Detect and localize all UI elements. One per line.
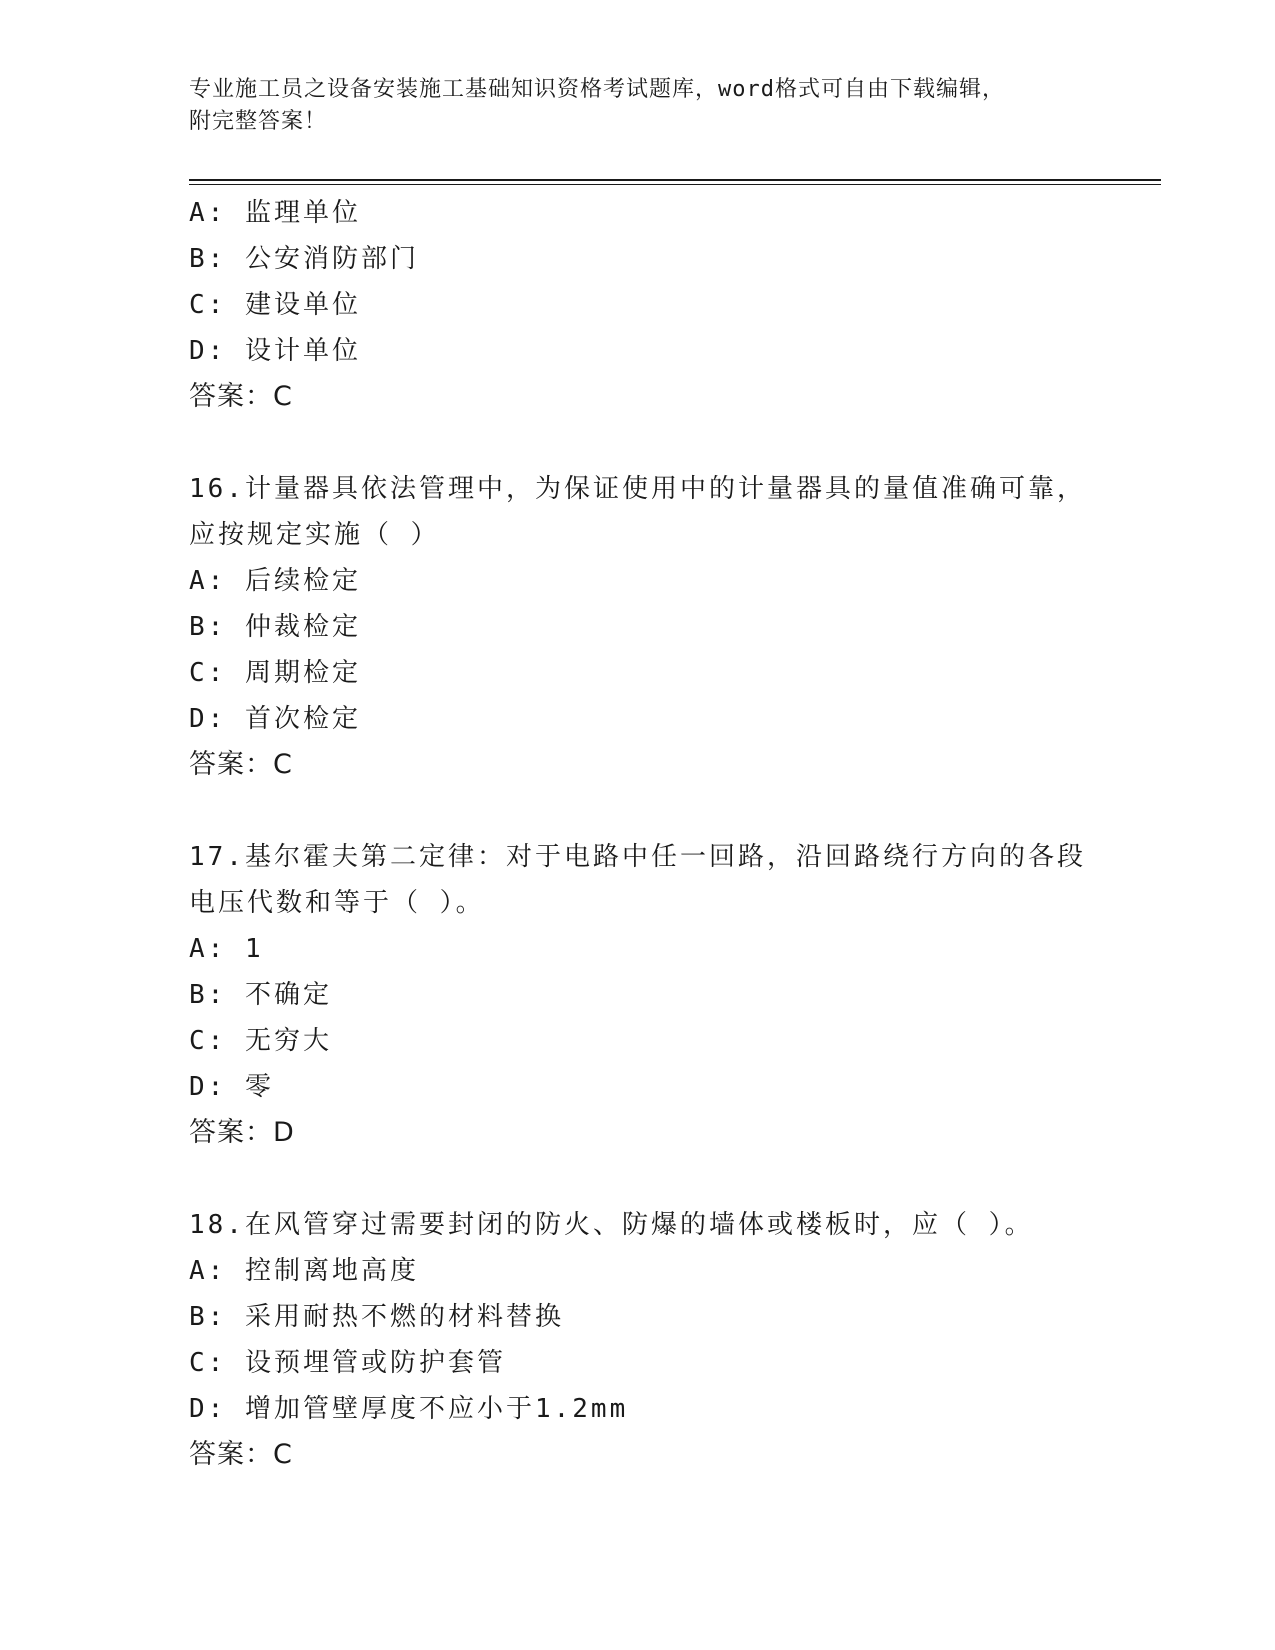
option-a: A: 后续检定 [189,566,361,596]
question-list [189,190,1149,1478]
spacer [189,420,1149,466]
option-c: C: 无穷大 [189,1026,332,1056]
answer-line: 答案：D [189,1117,295,1148]
question-text-line-1: 17.基尔霍夫第二定律：对于电路中任一回路，沿回路绕行方向的各段 [189,842,1086,872]
header-divider-thin [189,184,1161,185]
option-d: D: 零 [189,1072,274,1102]
header-line-2: 附完整答案！ [189,109,328,134]
option-b: B: 采用耐热不燃的材料替换 [189,1302,564,1332]
option-d: D: 增加管壁厚度不应小于1.2mm [189,1394,629,1424]
question-text-line-2: 应按规定实施（ ） [189,520,440,550]
header-line-1: 专业施工员之设备安装施工基础知识资格考试题库，word格式可自由下载编辑， [189,77,1005,102]
question-15-block [189,190,1149,420]
question-18-block [189,1202,1149,1478]
document-header [189,74,1089,138]
answer-line: 答案：C [189,381,293,412]
header-divider-thick [189,179,1161,181]
option-c: C: 建设单位 [189,290,361,320]
spacer [189,788,1149,834]
option-d: D: 设计单位 [189,336,361,366]
option-a: A: 控制离地高度 [189,1256,419,1286]
option-a: A: 监理单位 [189,198,361,228]
answer-line: 答案：C [189,1439,293,1470]
option-b: B: 仲裁检定 [189,612,361,642]
question-text-line-1: 18.在风管穿过需要封闭的防火、防爆的墙体或楼板时，应（ ）。 [189,1210,1034,1240]
option-d: D: 首次检定 [189,704,361,734]
question-text-line-1: 16.计量器具依法管理中，为保证使用中的计量器具的量值准确可靠， [189,474,1086,504]
option-b: B: 公安消防部门 [189,244,419,274]
option-b: B: 不确定 [189,980,332,1010]
option-c: C: 设预埋管或防护套管 [189,1348,506,1378]
question-16-block [189,466,1149,788]
option-c: C: 周期检定 [189,658,361,688]
answer-line: 答案：C [189,749,293,780]
question-17-block [189,834,1149,1156]
spacer [189,1156,1149,1202]
option-a: A: 1 [189,934,264,964]
question-text-line-2: 电压代数和等于（ ）。 [189,888,485,918]
